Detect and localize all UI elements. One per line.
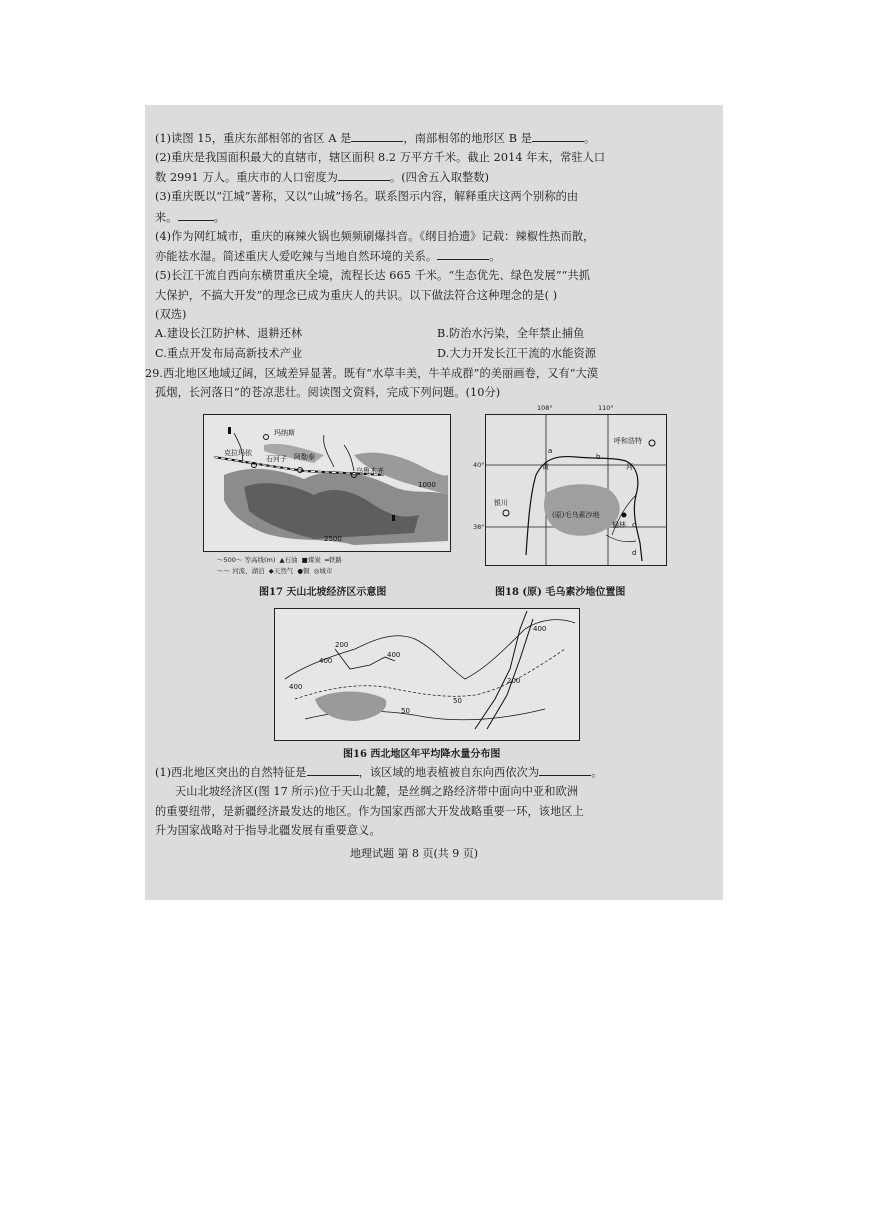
q29-para-2: 的重要纽带，是新疆经济最发达的地区。作为国家西部大开发战略重要一环，该地区上 (155, 805, 584, 818)
legend-contour-icon: 〜500〜 (217, 556, 243, 564)
lon-110: 110° (598, 404, 614, 412)
q29-intro-2: 孤烟，长河落日”的苍凉悲壮。阅读图文资料，完成下列问题。(10分) (155, 386, 501, 399)
text: 。 (583, 132, 596, 145)
q28-line-6: (4)作为网红城市，重庆的麻辣火锅也频频刷爆抖音。《纲目拾遗》记载：辣椒性热而散， (155, 230, 595, 243)
figure-17-legend-2: 〜〜 河流、湖泊 ◆天然气 ●铜 ◎城市 (217, 567, 333, 575)
q28-line-3 (155, 170, 489, 185)
legend-gas: 天然气 (273, 567, 294, 575)
figure-17-map (203, 414, 451, 552)
point-b: b (596, 453, 601, 461)
point-d: d (632, 549, 637, 557)
legend-rail: 铁路 (328, 556, 342, 564)
isohyet-label: 50 (401, 707, 410, 715)
label-manasi: 玛纳斯 (274, 429, 295, 437)
answer-blank[interactable] (178, 210, 214, 221)
contour-label: 2500 (324, 535, 342, 543)
legend-river-icon: 〜〜 (217, 567, 230, 575)
answer-blank[interactable] (437, 249, 489, 260)
q29-para-1: 天山北坡经济区(图 17 所示)位于天山北麓，是丝绸之路经济带中面向中亚和欧洲 (175, 785, 579, 798)
option-b[interactable]: B.防治水污染，全年禁止捕鱼 (437, 327, 585, 340)
isohyet-label: 200 (335, 641, 349, 649)
q28-line-10: (双选) (155, 308, 187, 321)
point-a: a (548, 447, 553, 455)
isohyet-label: 400 (289, 683, 303, 691)
scanned-page (145, 105, 723, 900)
isohyet-label: 400 (319, 657, 333, 665)
answer-blank[interactable] (351, 131, 403, 142)
figure-18-map (485, 414, 667, 566)
option-d[interactable]: D.大力开发长江干流的水能资源 (437, 347, 597, 360)
lon-108: 108° (537, 404, 553, 412)
figure-18-caption: 图18 (原) 毛乌素沙地位置图 (495, 587, 626, 598)
isohyet-label: 200 (507, 677, 521, 685)
isohyet-label: 400 (533, 625, 547, 633)
isohyet-label: 50 (453, 697, 462, 705)
text: 。 (489, 250, 501, 263)
text: 亦能祛水湿。简述重庆人爱吃辣与当地自然环境的关系。 (155, 250, 438, 263)
figure-17-caption: 图17 天山北坡经济区示意图 (259, 587, 387, 598)
text: 来。 (155, 211, 178, 224)
text: ，该区域的地表植被自东向西依次为 (358, 766, 540, 779)
q28-line-2: (2)重庆是我国面积最大的直辖市，辖区面积 8.2 万平方千米。截止 2014 年末，常驻人口 (155, 151, 606, 164)
q28-line-5 (155, 210, 225, 225)
option-a[interactable]: A.建设长江防护林、退耕还林 (155, 327, 303, 340)
label-yulin: 榆林 (612, 521, 626, 529)
contour-label: 1000 (418, 481, 436, 489)
text: (1)读图 15，重庆东部相邻的省区 A 是 (155, 132, 352, 145)
figure-16-map (274, 608, 580, 741)
figure-16-caption: 图16 西北地区年平均降水量分布图 (343, 749, 501, 760)
legend-city: 城市 (319, 567, 333, 575)
q29-sub-1 (155, 765, 603, 780)
text: 。 (591, 766, 603, 779)
answer-blank[interactable] (532, 131, 584, 142)
isohyet-label: 400 (387, 651, 401, 659)
text: 数 2991 万人。重庆市的人口密度为 (155, 171, 338, 184)
text: ，南部相邻的地形区 B 是 (403, 132, 532, 145)
label-shihezi: 石河子 (266, 455, 287, 463)
label-karamay: 克拉玛依 (224, 449, 252, 457)
legend-coal: 煤炭 (307, 556, 321, 564)
text: 。 (213, 211, 225, 224)
text: (1)西北地区突出的自然特征是 (155, 766, 307, 779)
q28-line-8: (5)长江干流自西向东横贯重庆全境，流程长达 665 千米。“生态优先、绿色发展”“共抓 (155, 269, 591, 282)
label-hohhot: 呼和浩特 (614, 437, 642, 445)
q29-para-3: 升为国家战略对于指导北疆发展有重要意义。 (155, 824, 381, 837)
q28-line-4: (3)重庆既以“江城”著称，又以“山城”扬名。联系图示内容，解释重庆这两个别称的由 (155, 190, 579, 203)
label-he: 河 (626, 463, 633, 471)
figure-17-legend: 〜500〜 等高线(m) ▲石油 ■煤炭 ═铁路 (217, 556, 342, 564)
legend-river: 河流、湖泊 (232, 567, 265, 575)
q28-line-7 (155, 249, 501, 264)
label-yinchuan: 银川 (494, 499, 508, 507)
q28-line-1 (155, 131, 595, 146)
label-huang: 黄 (542, 463, 549, 471)
answer-blank[interactable] (539, 765, 591, 776)
legend-oil: 石油 (284, 556, 298, 564)
answer-blank[interactable] (338, 170, 390, 181)
precipitation-map (275, 609, 579, 740)
page-footer: 地理试题 第 8 页(共 9 页) (350, 847, 479, 860)
text: 。(四舍五入取整数) (389, 171, 490, 184)
answer-blank[interactable] (307, 765, 359, 776)
legend-contour: 等高线(m) (244, 556, 276, 564)
desert-map (486, 415, 666, 565)
point-c: c (632, 521, 636, 529)
q29-intro-1: 29.西北地区地域辽阔，区域差异显著。既有“水草丰美，牛羊成群”的美丽画卷，又有“大漠 (145, 367, 599, 380)
lat-38: 38° (473, 523, 485, 531)
label-altay: 阿勒泰 (294, 453, 315, 461)
lat-40: 40° (473, 461, 485, 469)
legend-copper: 铜 (303, 567, 310, 575)
q28-line-9: 大保护，不搞大开发”的理念已成为重庆人的共识。以下做法符合这种理念的是( ) (155, 289, 558, 302)
label-desert: (原)毛乌素沙地 (552, 511, 600, 519)
option-c[interactable]: C.重点开发布局高新技术产业 (155, 347, 303, 360)
label-urumqi: 乌鲁木齐 (356, 467, 384, 475)
terrain-map (204, 415, 450, 551)
